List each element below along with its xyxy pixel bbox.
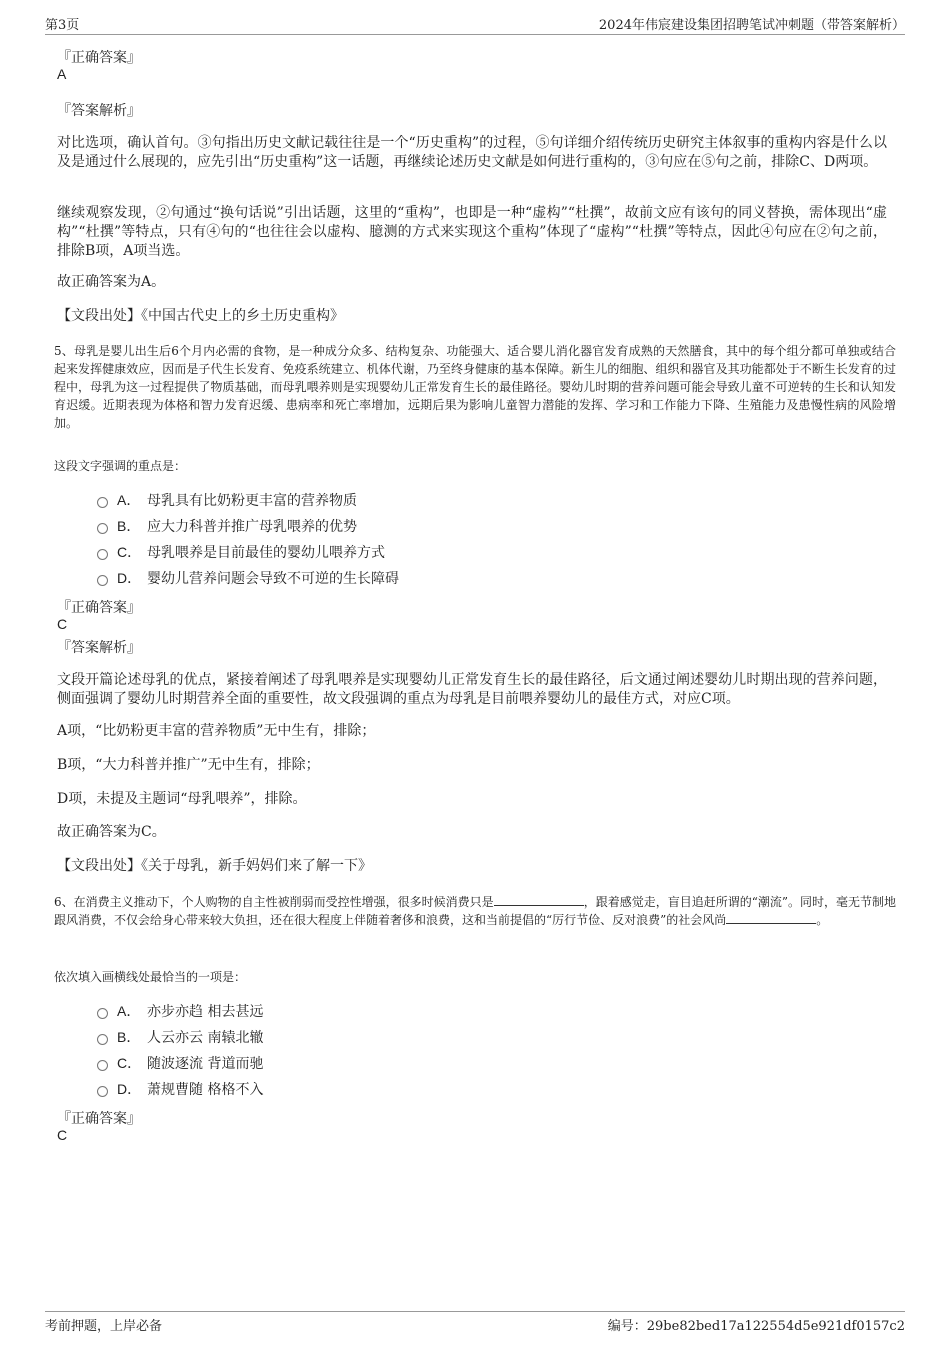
option-text: 婴幼儿营养问题会导致不可逆的生长障碍: [147, 571, 399, 587]
option-a[interactable]: [97, 1001, 263, 1021]
analysis-label: 『答案解析』: [57, 640, 141, 656]
document-title: 2024年伟宸建设集团招聘笔试冲刺题（带答案解析）: [598, 18, 905, 33]
analysis-conclusion: 故正确答案为C。: [57, 824, 166, 840]
option-d[interactable]: [97, 568, 399, 588]
page-header: [45, 12, 905, 35]
analysis-option-d: D项，未提及主题词“母乳喂养”，排除。: [57, 791, 307, 807]
option-letter: A．: [117, 1003, 141, 1019]
analysis-option-b: B项，“大力科普并推广”无中生有，排除；: [57, 757, 320, 773]
answer-label: 『正确答案』: [57, 1111, 141, 1127]
radio-icon[interactable]: [97, 549, 108, 560]
page-footer: [45, 1311, 905, 1334]
fill-blank: [726, 911, 816, 924]
analysis-option-a: A项，“比奶粉更丰富的营养物质”无中生有，排除；: [57, 723, 376, 739]
analysis-conclusion: 故正确答案为A。: [57, 274, 166, 290]
option-d[interactable]: [97, 1079, 263, 1099]
option-letter: B．: [117, 1029, 141, 1045]
answer-value: C: [57, 1127, 68, 1143]
radio-icon[interactable]: [97, 1086, 108, 1097]
document-id: 编号：29be82bed17a122554d5e921df0157c2: [607, 1319, 905, 1334]
option-text: 随波逐流 背道而驰: [147, 1056, 264, 1072]
option-letter: D．: [117, 1081, 142, 1097]
answer-label: 『正确答案』: [57, 50, 141, 66]
radio-icon[interactable]: [97, 497, 108, 508]
analysis-label: 『答案解析』: [57, 103, 141, 119]
option-text: 母乳喂养是目前最佳的婴幼儿喂养方式: [147, 545, 385, 561]
question-6-prompt: 依次填入画横线处最恰当的一项是：: [54, 970, 247, 984]
question-6-text: 6、在消费主义推动下，个人购物的自主性被削弱而受控性增强，很多时候消费只是 ，跟着感觉走，盲目追赶所谓的“潮流”。同时，毫无节制地跟风消费，不仅会给身心带来较大负担，还在很大程度上伴随着奢侈和浪费，这和当前提倡的“厉行节俭、反对浪费”的社会风尚 。: [54, 895, 896, 927]
footer-slogan: 考前押题，上岸必备: [45, 1319, 163, 1334]
answer-value: A: [57, 66, 67, 82]
answer-label: 『正确答案』: [57, 600, 141, 616]
radio-icon[interactable]: [97, 1034, 108, 1045]
option-b[interactable]: [97, 516, 357, 536]
radio-icon[interactable]: [97, 523, 108, 534]
option-text: 亦步亦趋 相去甚远: [147, 1004, 264, 1020]
option-letter: A．: [117, 492, 141, 508]
option-b[interactable]: [97, 1027, 263, 1047]
page-number: 第3页: [45, 18, 80, 33]
option-a[interactable]: [97, 490, 357, 510]
fill-blank: [494, 893, 584, 906]
option-c[interactable]: [97, 1053, 263, 1073]
source-citation: 【文段出处】《中国古代史上的乡土历史重构》: [57, 308, 344, 324]
option-c[interactable]: [97, 542, 385, 562]
option-letter: C．: [117, 1055, 142, 1071]
answer-value: C: [57, 616, 68, 632]
option-letter: B．: [117, 518, 141, 534]
radio-icon[interactable]: [97, 1008, 108, 1019]
option-text: 人云亦云 南辕北辙: [147, 1030, 264, 1046]
analysis-paragraph: 文段开篇论述母乳的优点，紧接着阐述了母乳喂养是实现婴幼儿正常发育生长的最佳路径，后文通过阐述婴幼儿时期出现的营养问题，侧面强调了婴幼儿时期营养全面的重要性，故文段强调的重点为母乳是目前喂养婴幼儿的最佳方式，对应C项。: [57, 672, 887, 707]
source-citation: 【文段出处】《关于母乳，新手妈妈们来了解一下》: [57, 858, 372, 874]
question-5-prompt: 这段文字强调的重点是：: [54, 459, 187, 473]
analysis-paragraph: 对比选项，确认首句。③句指出历史文献记载往往是一个“历史重构”的过程，⑤句详细介绍传统历史研究主体叙事的重构内容是什么以及是通过什么展现的，应先引出“历史重构”这一话题，再继续论述历史文献是如何进行重构的，③句应在⑤句之前，排除C、D两项。: [57, 135, 887, 170]
option-text: 母乳具有比奶粉更丰富的营养物质: [147, 493, 357, 509]
option-letter: C．: [117, 544, 142, 560]
radio-icon[interactable]: [97, 575, 108, 586]
option-letter: D．: [117, 570, 142, 586]
radio-icon[interactable]: [97, 1060, 108, 1071]
analysis-paragraph: 继续观察发现，②句通过“换句话说”引出话题，这里的“重构”，也即是一种“虚构”“杜撰”，故前文应有该句的同义替换，需体现出“虚构”“杜撰”等特点，只有④句的“也往往会以虚构、臆测的方式来实现这个重构”体现了“虚构”“杜撰”等特点，因此④句应在②句之前，排除B项，A项当选。: [57, 205, 887, 259]
option-text: 萧规曹随 格格不入: [147, 1082, 264, 1098]
option-text: 应大力科普并推广母乳喂养的优势: [147, 519, 357, 535]
question-5-text: 5、母乳是婴儿出生后6个月内必需的食物，是一种成分众多、结构复杂、功能强大、适合婴儿消化器官发育成熟的天然膳食，其中的每个组分都可单独或结合起来发挥健康效应，因而是子代生长发育、免疫系统建立、机体代谢，乃至终身健康的基本保障。新生儿的细胞、组织和器官及其功能都处于不断生长发育的过程中，母乳为这一过程提供了物质基础，而母乳喂养则是实现婴幼儿正常发育生长的最佳路径。婴幼儿时期的营养问题可能会导致儿童不可逆转的生长和认知发育迟缓。近期表现为体格和智力发育迟缓、患病率和死亡率增加，远期后果为影响儿童智力潜能的发挥、学习和工作能力下降、生殖能力及患慢性病的风险增加。: [54, 344, 896, 430]
